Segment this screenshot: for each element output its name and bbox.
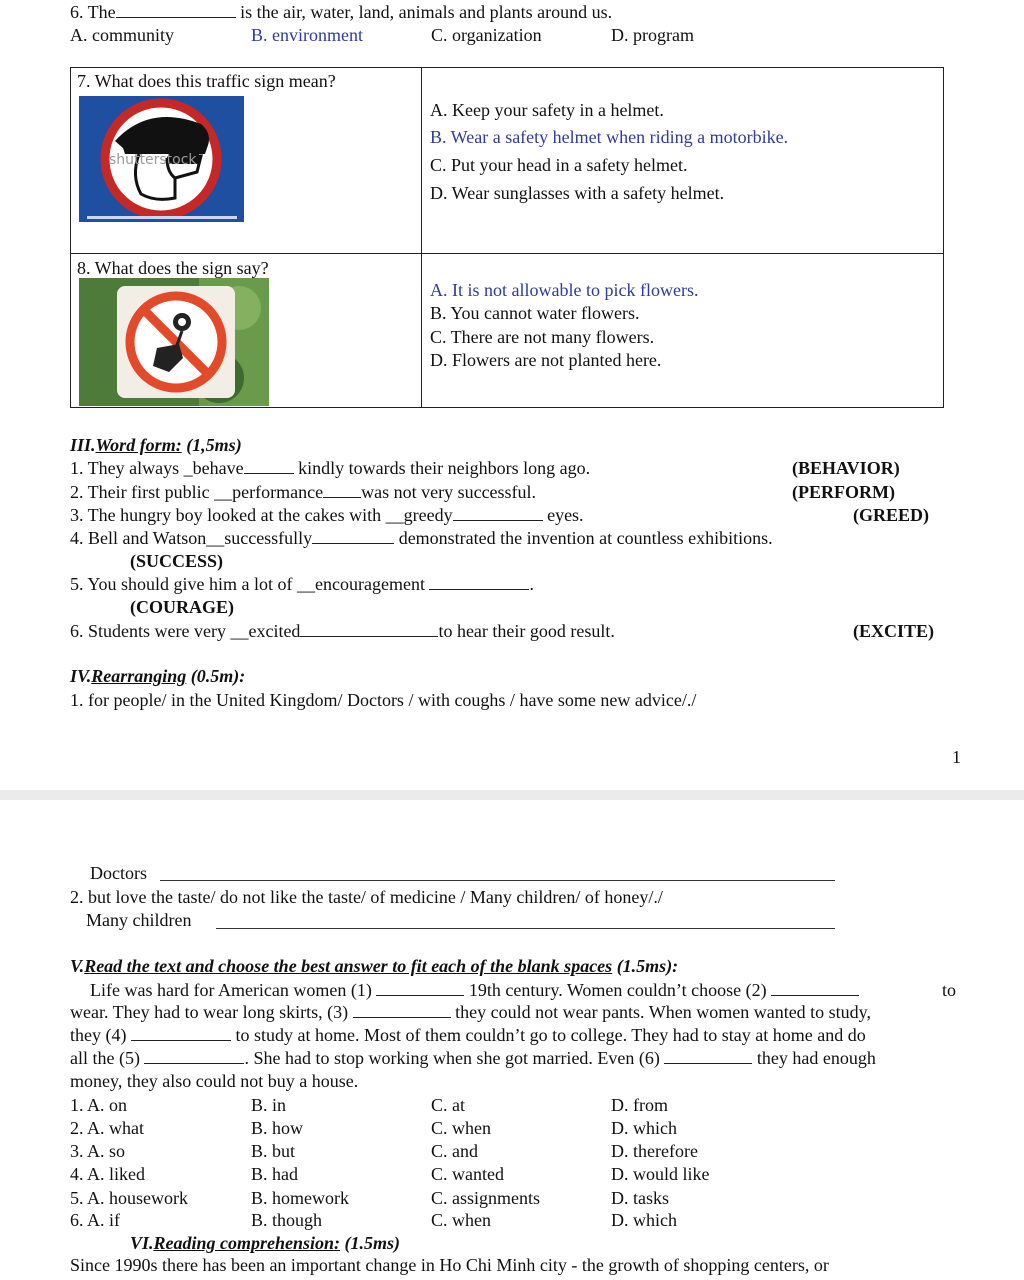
rearrange-answer-1-line[interactable] (160, 880, 835, 881)
reading-text: Since 1990s there has been an important change in Ho Chi Minh city - the growth of shopping centers, or (70, 1255, 829, 1275)
cloze-opt-6b: B. though (251, 1210, 323, 1230)
wordform-hint-2: (PERFORM) (792, 482, 895, 502)
rearrange-question-1: 1. for people/ in the United Kingdom/ Doctors / with coughs / have some new advice/./ (70, 690, 697, 710)
section3-title: III.Word form: (1,5ms) (70, 435, 242, 455)
q6-option-a: A. community (70, 25, 174, 45)
cloze-opt-6d: D. which (611, 1210, 677, 1230)
cloze-opt-6a: 6. A. if (70, 1210, 121, 1230)
cloze-line-5: money, they also could not buy a house. (70, 1071, 359, 1091)
wordform-hint-1: (BEHAVIOR) (792, 458, 900, 478)
cloze-opt-4a: 4. A. liked (70, 1164, 145, 1184)
cloze-line-2: wear. They had to wear long skirts, (3) they could not wear pants. When women wanted to study, (70, 1002, 872, 1022)
rearrange-answer-1-start: Doctors (90, 863, 147, 883)
cloze-opt-1c: C. at (431, 1095, 465, 1115)
wordform-item-6: 6. Students were very __excited to hear their good result. (70, 621, 615, 641)
q7-option-c: C. Put your head in a safety helmet. (430, 155, 688, 175)
q8-option-d: D. Flowers are not planted here. (430, 350, 662, 370)
q6-option-d: D. program (611, 25, 694, 45)
cloze-opt-5d: D. tasks (611, 1188, 669, 1208)
section6-title: VI.Reading comprehension: (1.5ms) (130, 1233, 401, 1253)
q7-option-b: B. Wear a safety helmet when riding a motorbike. (430, 127, 789, 147)
cloze-opt-3b: B. but (251, 1141, 296, 1161)
cloze-line-3: they (4) to study at home. Most of them couldn’t go to college. They had to stay at home and do (70, 1025, 866, 1045)
cloze-opt-5b: B. homework (251, 1188, 349, 1208)
cloze-opt-5c: C. assignments (431, 1188, 541, 1208)
q8-option-c: C. There are not many flowers. (430, 327, 655, 347)
cloze-opt-2b: B. how (251, 1118, 304, 1138)
q7-left-cell (71, 68, 422, 254)
section5-title: V.Read the text and choose the best answer to fit each of the blank spaces (1.5ms): (70, 956, 679, 976)
wordform-hint-5: (COURAGE) (130, 597, 234, 617)
cloze-opt-6c: C. when (431, 1210, 491, 1230)
cloze-opt-4b: B. had (251, 1164, 298, 1184)
page-number: 1 (952, 747, 961, 767)
page-break (0, 790, 1024, 800)
q6-option-c: C. organization (431, 25, 542, 45)
cloze-opt-1d: D. from (611, 1095, 668, 1115)
q7-right-cell (422, 68, 944, 254)
q6-stem: 6. The is the air, water, land, animals and plants around us. (70, 2, 613, 22)
cloze-opt-2d: D. which (611, 1118, 677, 1138)
q7-option-a: A. Keep your safety in a helmet. (430, 100, 664, 120)
q8-right-cell (422, 254, 944, 408)
cloze-opt-1b: B. in (251, 1095, 287, 1115)
wordform-item-4: 4. Bell and Watson__successfully demonstrated the invention at countless exhibitions. (70, 528, 773, 548)
rearrange-answer-2-start: Many children (86, 910, 192, 930)
cloze-line-1: Life was hard for American women (1) 19th century. Women couldn’t choose (2) (90, 979, 859, 1001)
cloze-opt-4d: D. would like (611, 1164, 710, 1184)
q8-option-b: B. You cannot water flowers. (430, 303, 640, 323)
cloze-opt-3c: C. and (431, 1141, 478, 1161)
wordform-hint-3: (GREED) (853, 505, 929, 525)
rearrange-answer-2-line[interactable] (216, 928, 835, 929)
cloze-opt-4c: C. wanted (431, 1164, 504, 1184)
q8-left-cell (71, 254, 422, 408)
sign-questions-table (70, 67, 944, 408)
wordform-item-5: 5. You should give him a lot of __encouragement . (70, 574, 534, 594)
wordform-hint-4: (SUCCESS) (130, 551, 224, 571)
cloze-opt-2a: 2. A. what (70, 1118, 144, 1138)
cloze-opt-5a: 5. A. housework (70, 1188, 188, 1208)
svg-text:shutterstock: shutterstock (109, 152, 197, 168)
wordform-hint-6: (EXCITE) (853, 621, 935, 641)
cloze-opt-3a: 3. A. so (70, 1141, 126, 1161)
q6-option-b: B. environment (251, 25, 363, 45)
cloze-line-1-end: to (942, 980, 957, 1000)
helmet-sign-image (79, 96, 244, 222)
q8-option-a: A. It is not allowable to pick flowers. (430, 280, 699, 300)
wordform-item-3: 3. The hungry boy looked at the cakes with __greedy eyes. (70, 505, 584, 525)
rearrange-question-2: 2. but love the taste/ do not like the taste/ of medicine / Many children/ of honey/./ (70, 887, 663, 907)
wordform-item-2: 2. Their first public __performance was not very successful. (70, 482, 537, 502)
no-picking-flowers-sign-image (79, 278, 269, 406)
q7-option-d: D. Wear sunglasses with a safety helmet. (430, 183, 725, 203)
cloze-opt-1a: 1. A. on (70, 1095, 128, 1115)
q7-question: 7. What does this traffic sign mean? (77, 71, 336, 91)
cloze-opt-2c: C. when (431, 1118, 491, 1138)
wordform-item-1: 1. They always _behave kindly towards their neighbors long ago. (70, 458, 591, 478)
cloze-line-4: all the (5) . She had to stop working when she got married. Even (6) they had enough (70, 1048, 876, 1068)
section4-title: IV.Rearranging (0.5m): (70, 666, 246, 686)
q8-question: 8. What does the sign say? (77, 258, 269, 278)
cloze-opt-3d: D. therefore (611, 1141, 698, 1161)
